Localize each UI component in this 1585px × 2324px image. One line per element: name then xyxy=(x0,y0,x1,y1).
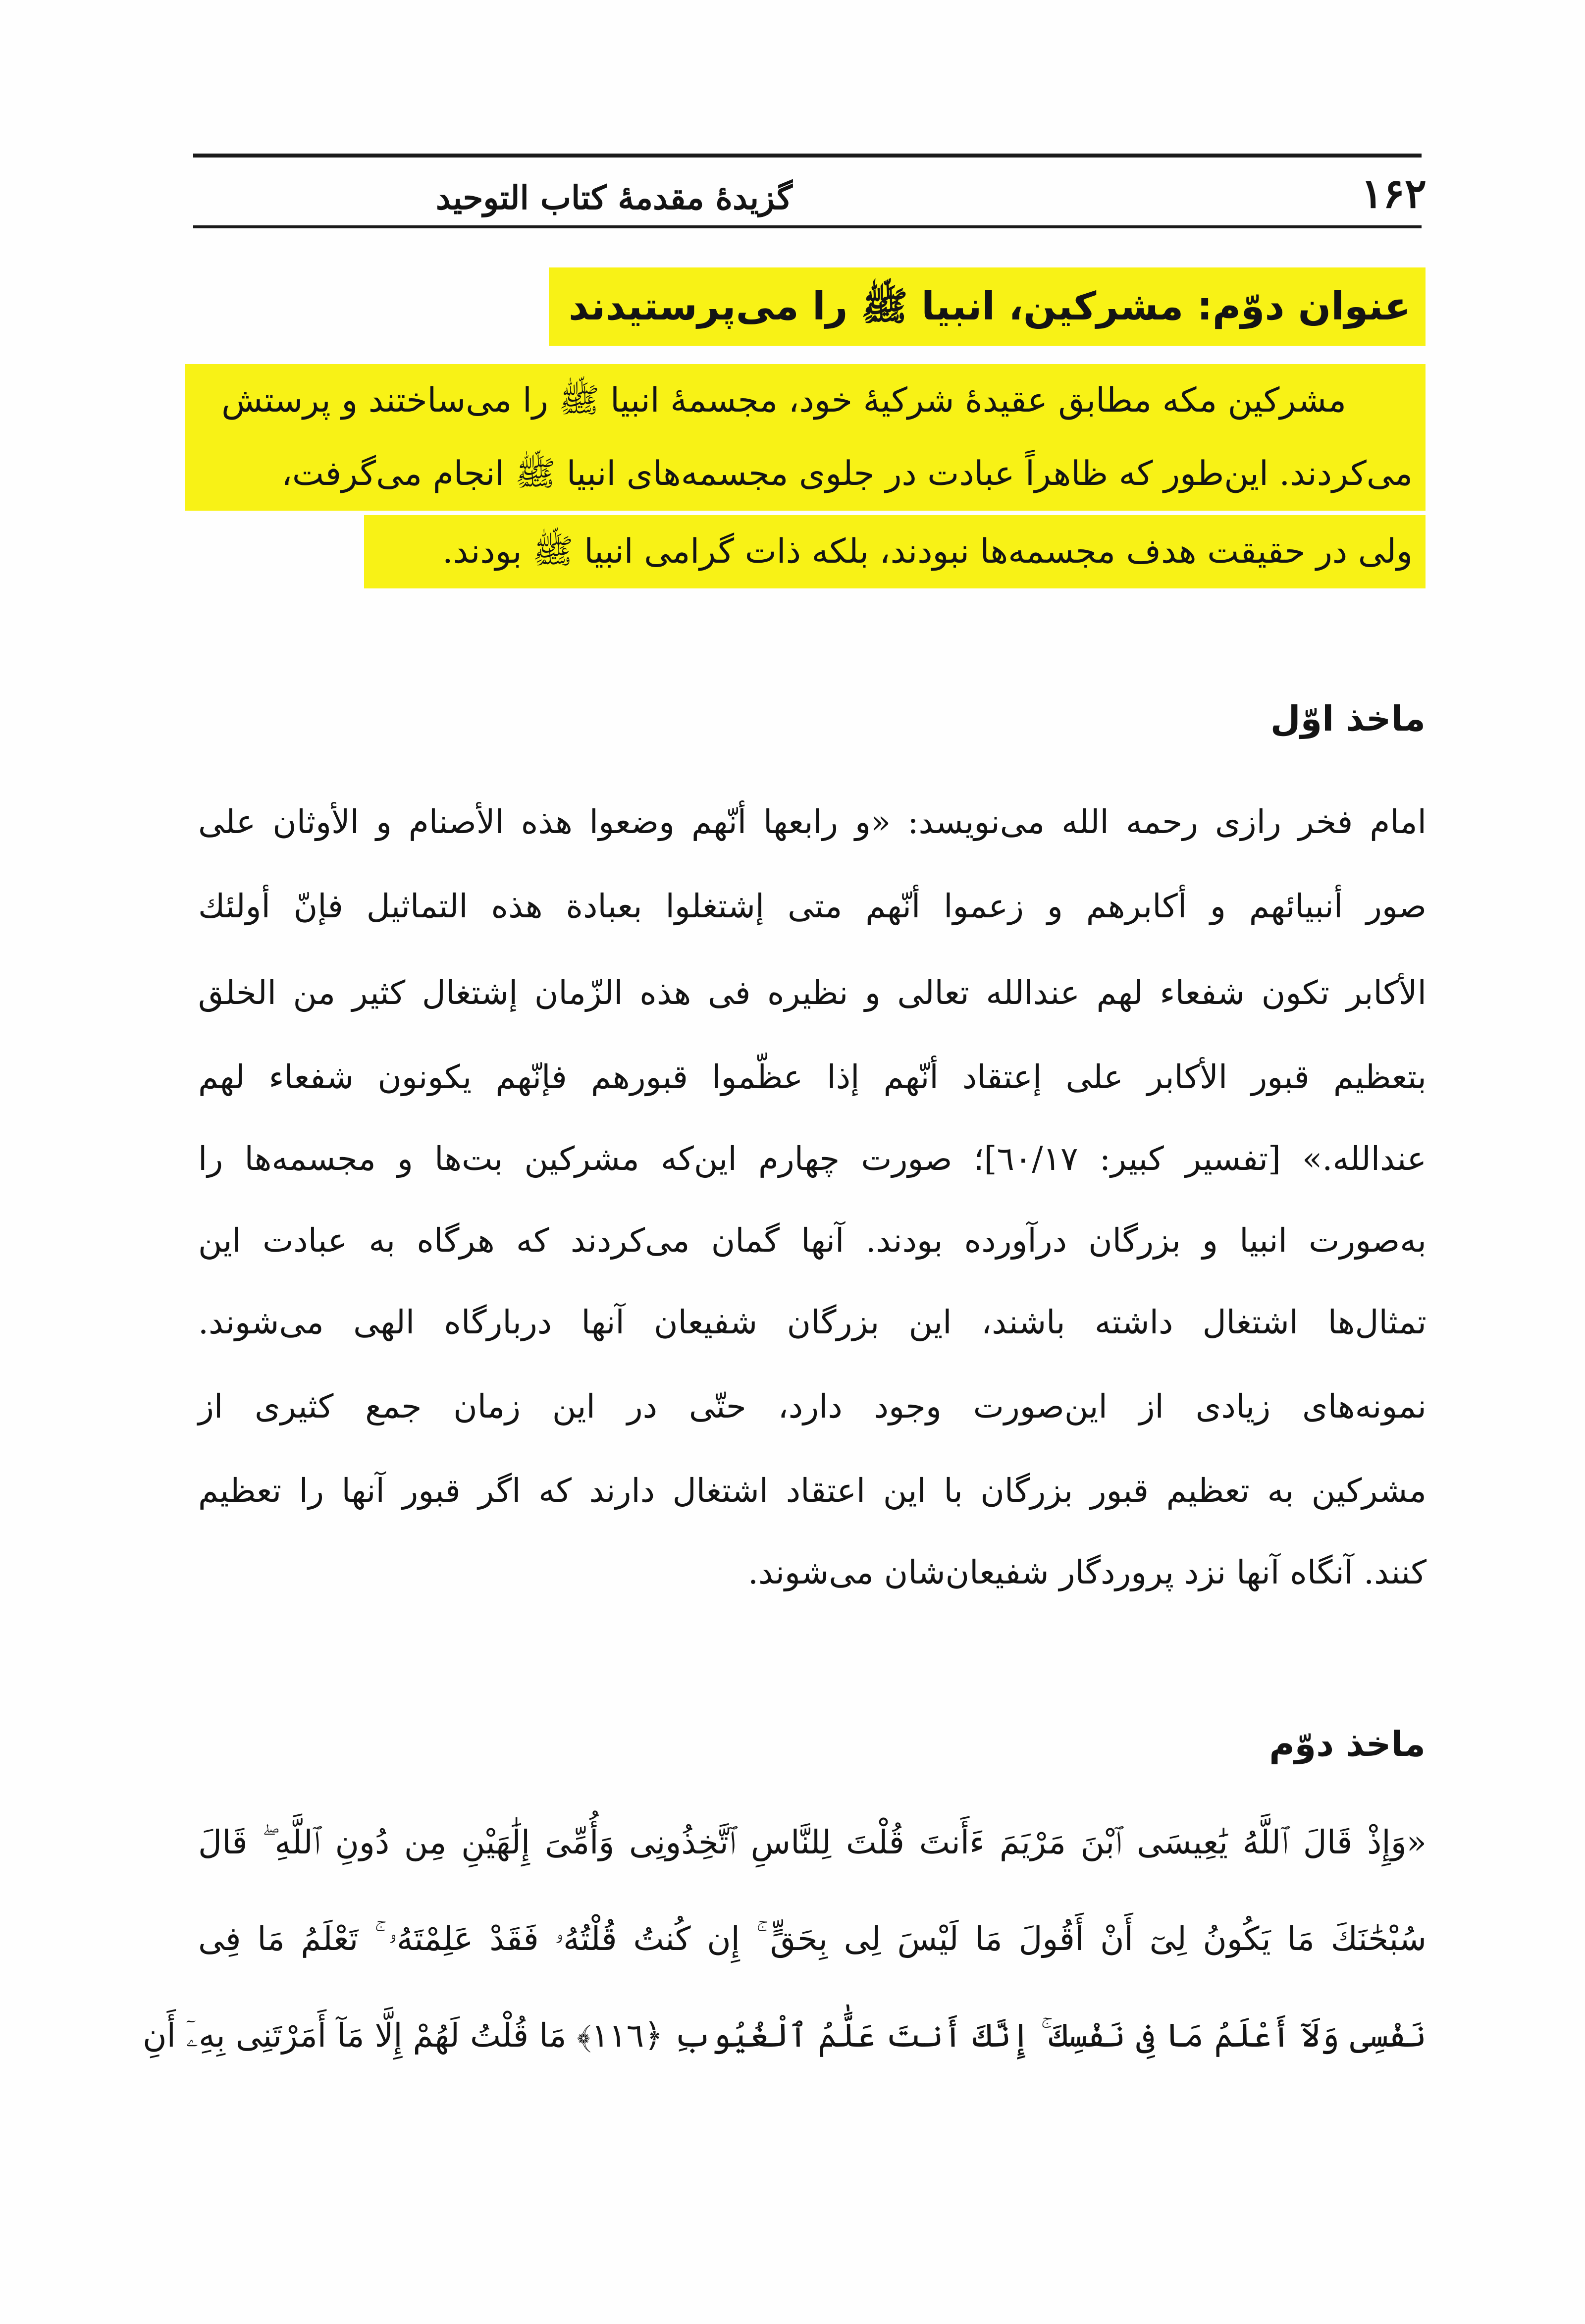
paragraph-line: به‌صورت انبیا و بزرگان درآورده بودند. آنها گمان می‌کردند که هرگاه به عبادت این xyxy=(198,1221,1426,1260)
highlighted-paragraph-line: مشرکین مکه مطابق عقیدهٔ شرکیهٔ خود، مجسمهٔ انبیا ﷺ را می‌ساختند و پرستش xyxy=(185,364,1426,437)
paragraph-line: تمثال‌ها اشتغال داشته باشند، این بزرگان شفیعان آنها دربارگاه الهی می‌شوند. xyxy=(198,1303,1426,1341)
paragraph-line: صور أنبيائهم و أكابرهم و زعموا أنّهم متى إشتغلوا بعبادة هذه التماثيل فإنّ أولئك xyxy=(198,887,1426,925)
quran-verse-line: سُبْحَٰنَكَ مَا يَكُونُ لِىٓ أَنْ أَقُولَ مَا لَيْسَ لِى بِحَقٍّ ۚ إِن كُنتُ قُلْتُهُۥ فَقَدْ عَلِمْتَهُۥ ۚ تَعْلَمُ مَا فِى xyxy=(198,1920,1426,1958)
running-head: گزیدهٔ مقدمهٔ کتاب التوحید xyxy=(436,178,792,217)
source-two-heading: ماخذ دوّم xyxy=(1269,1724,1426,1764)
paragraph-line: عندالله.» [تفسير كبير: ٦٠/١٧]؛ صورت چهارم این‌که مشرکین بت‌ها و مجسمه‌ها را xyxy=(198,1140,1426,1178)
paragraph-line: بتعظيم قبور الأكابر على إعتقاد أنّهم إذا عظّموا قبورهم فإنّهم يكونون شفعاء لهم xyxy=(198,1058,1426,1096)
header-rule-top xyxy=(193,154,1422,158)
paragraph-line: نمونه‌های زیادی از این‌صورت وجود دارد، حتّی در این زمان جمع کثیری از xyxy=(198,1387,1426,1426)
quran-verse-line: نَفْسِى وَلَآ أَعْلَمُ مَا فِى نَفْسِكَ ۚ إِنَّكَ أَنتَ عَلَّٰمُ ٱلْغُيُوبِ ﴿١١٦﴾ مَا قُلْتُ لَهُمْ إِلَّا مَآ أَمَرْتَنِى بِهِۦٓ أَنِ xyxy=(143,2016,1426,2055)
paragraph-line: امام فخر رازی رحمه الله می‌نویسد: «و رابعها أنّهم وضعوا هذه الأصنام و الأوثان على xyxy=(198,803,1426,841)
highlighted-paragraph-line: ولی در حقیقت هدف مجسمه‌ها نبودند، بلکه ذات گرامی انبیا ﷺ بودند. xyxy=(364,515,1426,588)
highlighted-paragraph-line: می‌کردند. این‌طور که ظاهراً عبادت در جلوی مجسمه‌های انبیا ﷺ انجام می‌گرفت، xyxy=(185,437,1426,511)
paragraph-line: مشرکین به تعظیم قبور بزرگان با این اعتقاد اشتغال دارند که اگر قبور آنها را تعظیم xyxy=(198,1472,1427,1510)
paragraph-line: الأكابر تكون شفعاء لهم عندالله تعالى و نظيره فى هذه الزّمان إشتغال كثير من الخلق xyxy=(198,974,1426,1012)
page-number: ۱۶۲ xyxy=(1361,170,1426,217)
section-title-highlighted: عنوان دوّم: مشرکین، انبیا ﷺ را می‌پرستیدند xyxy=(549,267,1426,346)
header-rule-bottom xyxy=(193,225,1422,228)
paragraph-line: کنند. آنگاه آنها نزد پروردگار شفیعان‌شان می‌شوند. xyxy=(748,1553,1426,1591)
quran-verse-line: «وَإِذْ قَالَ ٱللَّهُ يَٰعِيسَى ٱبْنَ مَرْيَمَ ءَأَنتَ قُلْتَ لِلنَّاسِ ٱتَّخِذُونِى وَأُمِّىَ إِلَٰهَيْنِ مِن دُونِ ٱللَّهِ ۖ قَالَ xyxy=(198,1823,1426,1861)
source-one-heading: ماخذ اوّل xyxy=(1270,698,1426,739)
